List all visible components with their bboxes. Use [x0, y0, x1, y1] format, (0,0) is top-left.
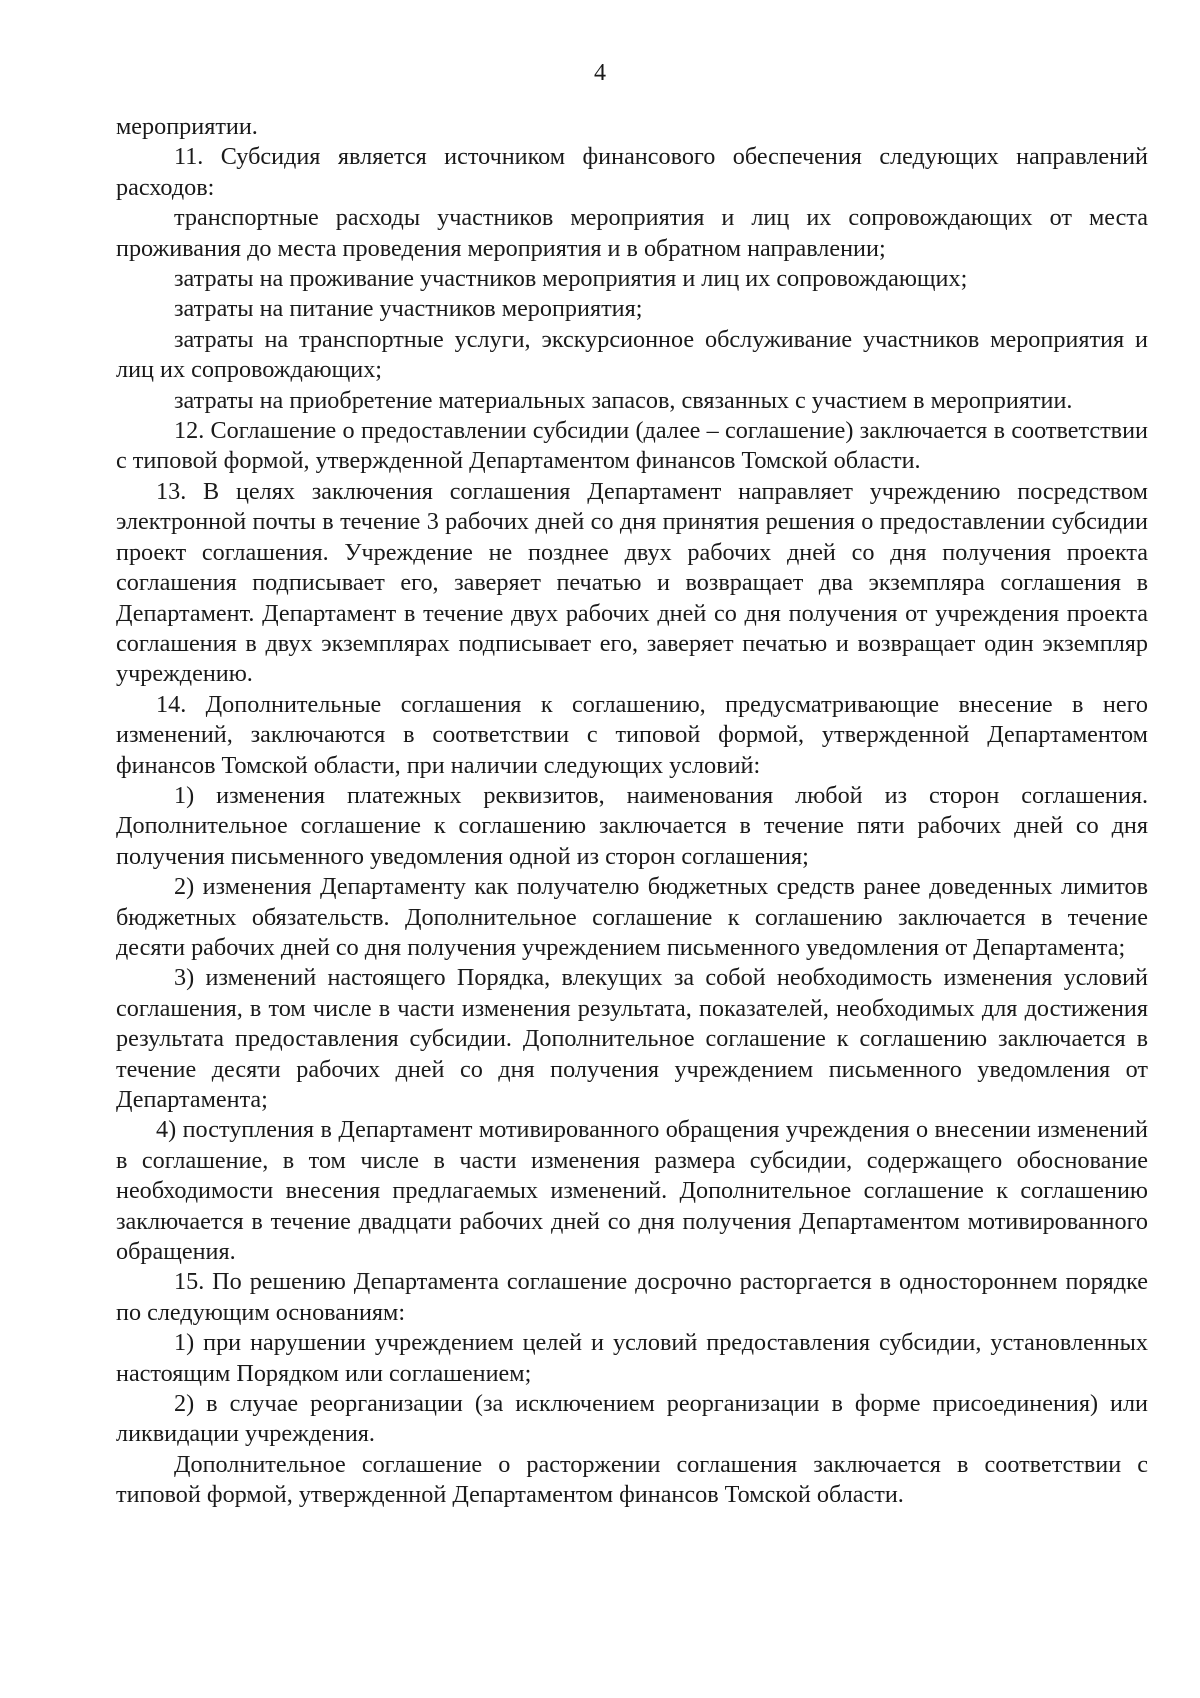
- paragraph-14-item-3: 3) изменений настоящего Порядка, влекущих за собой необходимость изменения условий соглашения, в том числе в части изменения результата, показателей, необходимых для достижения результата предоставления субсидии. Дополнительное соглашение к соглашению заключается в течение десяти рабочих дней со дня получения учреждением письменного уведомления от Департамента;: [116, 964, 1148, 1113]
- page-number: 4: [594, 60, 606, 86]
- paragraph-12: 12. Соглашение о предоставлении субсидии (далее – соглашение) заключается в соответствии с типовой формой, утвержденной Департаментом финансов Томской области.: [116, 417, 1148, 475]
- paragraph-14: 14. Дополнительные соглашения к соглашению, предусматривающие внесение в него изменений, заключаются в соответствии с типовой формой, утвержденной Департаментом финансов Томской области, при наличии следующих условий:: [116, 690, 1148, 779]
- paragraph-11-item-meals: затраты на питание участников мероприятия;: [174, 295, 643, 323]
- paragraph-11-item-transport: транспортные расходы участников мероприятия и лиц их сопровождающих от места проживания до места проведения мероприятия и в обратном направлении;: [116, 204, 1148, 262]
- paragraph-14-item-2: 2) изменения Департаменту как получателю бюджетных средств ранее доведенных лимитов бюджетных обязательств. Дополнительное соглашение к соглашению заключается в течение десяти рабочих дней со дня получения учреждением письменного уведомления от Департамента;: [116, 873, 1148, 961]
- paragraph-11-item-accommodation: затраты на проживание участников мероприятия и лиц их сопровождающих;: [174, 265, 968, 293]
- paragraph-13: 13. В целях заключения соглашения Департамент направляет учреждению посредством электронной почты в течение 3 рабочих дней со дня принятия решения о предоставлении субсидии проект соглашения. Учреждение не позднее двух рабочих дней со дня получения проекта соглашения подписывает его, заверяет печатью и возвращает два экземпляра соглашения в Департамент. Департамент в течение двух рабочих дней со дня получения от учреждения проекта соглашения в двух экземплярах подписывает его, заверяет печатью и возвращает один экземпляр учреждению.: [116, 477, 1148, 688]
- paragraph-continuation: мероприятии.: [116, 113, 258, 140]
- paragraph-termination-agreement: Дополнительное соглашение о расторжении соглашения заключается в соответствии с типовой формой, утвержденной Департаментом финансов Томской области.: [116, 1450, 1148, 1509]
- paragraph-14-item-4: 4) поступления в Департамент мотивированного обращения учреждения о внесении изменений в соглашение, в том числе в части изменения размера субсидии, содержащего обоснование необходимости внесения предлагаемых изменений. Дополнительное соглашение к соглашению заключается в течение двадцати рабочих дней со дня получения Департаментом мотивированного обращения.: [116, 1116, 1148, 1266]
- paragraph-11-item-excursions: затраты на транспортные услуги, экскурсионное обслуживание участников мероприятия и лиц их сопровождающих;: [116, 325, 1148, 384]
- paragraph-11-item-materials: затраты на приобретение материальных запасов, связанных с участием в мероприятии.: [174, 386, 1073, 414]
- paragraph-15: 15. По решению Департамента соглашение досрочно расторгается в одностороннем порядке по следующим основаниям:: [116, 1268, 1148, 1326]
- paragraph-15-item-1: 1) при нарушении учреждением целей и условий предоставления субсидии, установленных настоящим Порядком или соглашением;: [116, 1329, 1148, 1387]
- paragraph-11: 11. Субсидия является источником финансового обеспечения следующих направлений расходов:: [116, 143, 1148, 201]
- paragraph-15-item-2: 2) в случае реорганизации (за исключением реорганизации в форме присоединения) или ликвидации учреждения.: [116, 1390, 1148, 1448]
- document-body: [116, 112, 1148, 1511]
- paragraph-14-item-1: 1) изменения платежных реквизитов, наименования любой из сторон соглашения. Дополнительное соглашение к соглашению заключается в течение пяти рабочих дней со дня получения письменного уведомления одной из сторон соглашения;: [116, 781, 1148, 870]
